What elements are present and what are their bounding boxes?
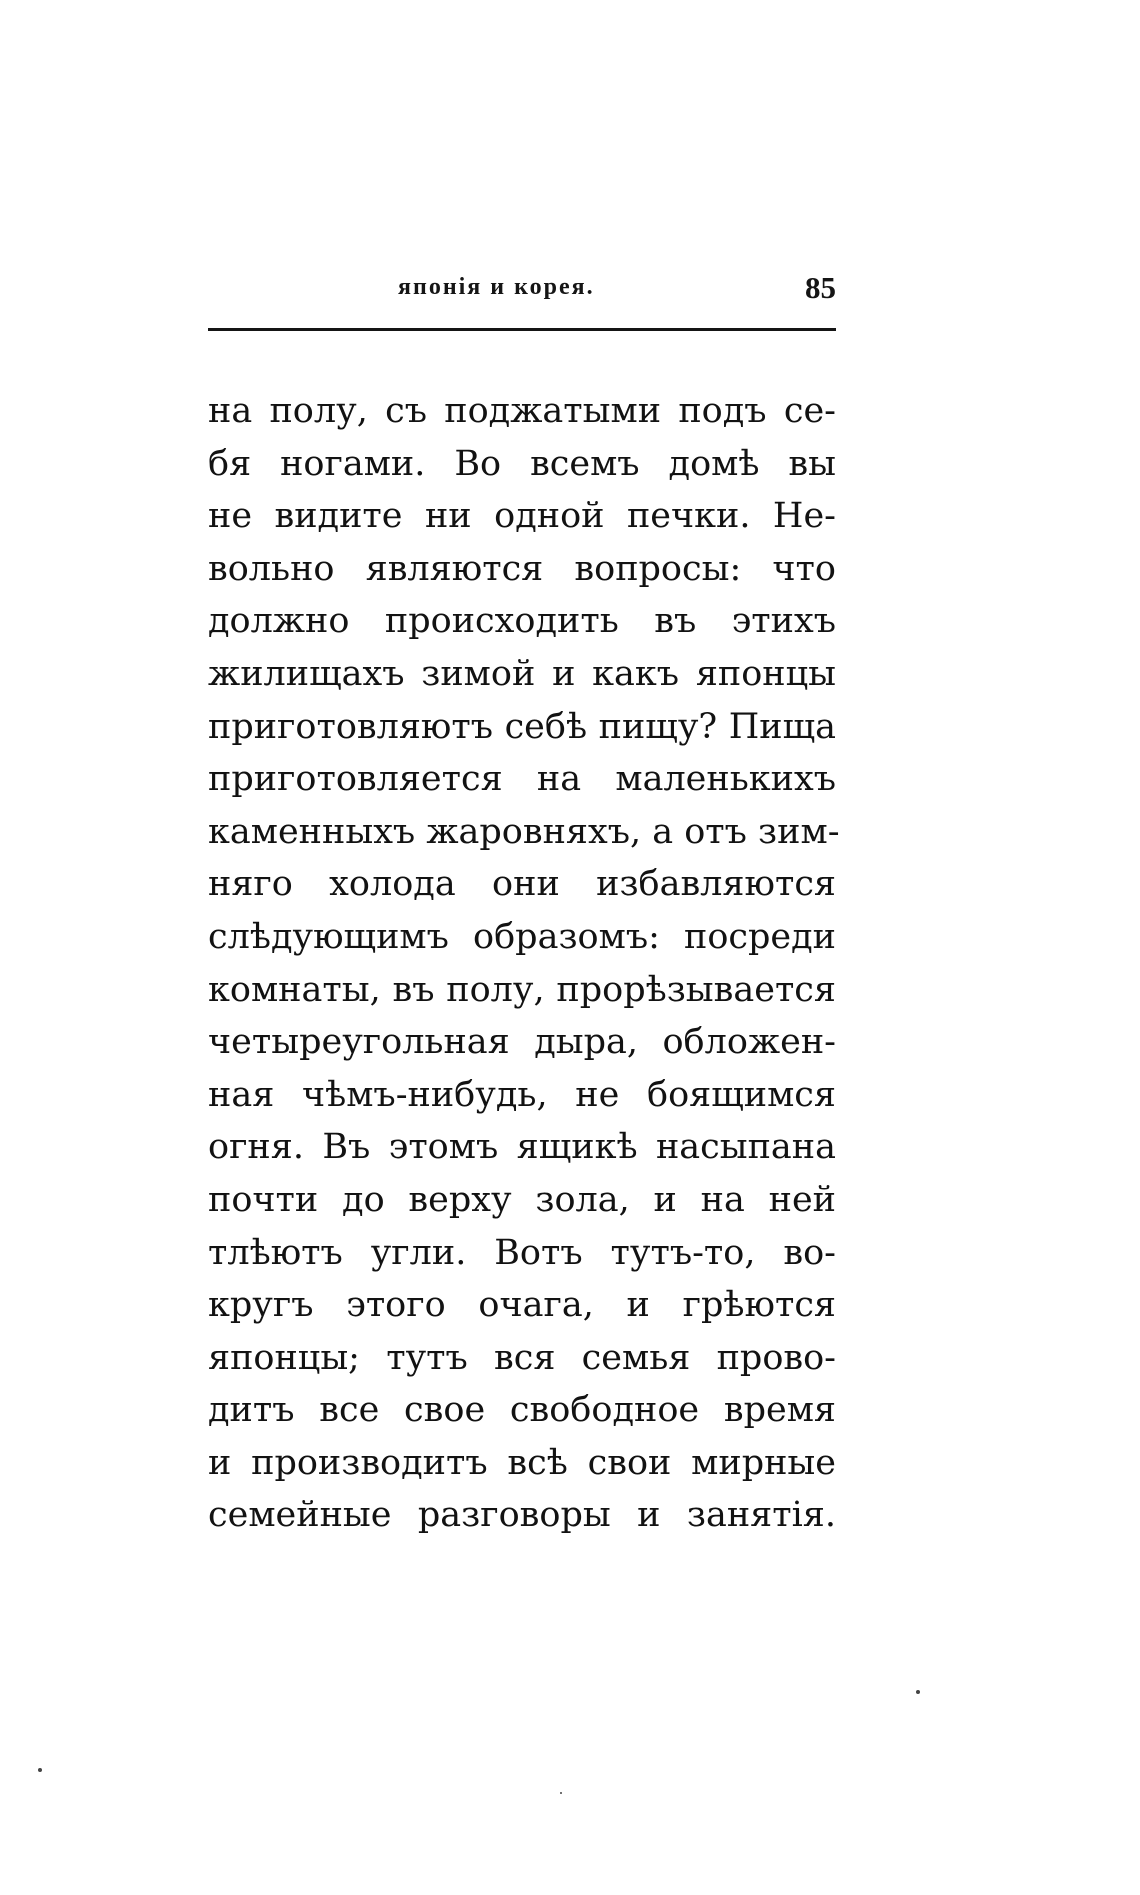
text-line-17: тлѣютъ угли. Вотъ тутъ-то, во-	[208, 1232, 836, 1273]
scan-speck	[560, 1792, 562, 1794]
running-head	[208, 268, 836, 312]
text-line-15: огня. Въ этомъ ящикѣ насыпана	[208, 1127, 836, 1168]
text-line-1: на полу, съ поджатыми подъ се-	[208, 391, 836, 431]
text-line-4: вольно являются вопросы: что	[208, 548, 836, 589]
scan-speck	[38, 1768, 42, 1772]
text-line-22: семейные разговоры и занятія.	[208, 1495, 836, 1536]
page-number: 85	[805, 270, 836, 305]
scan-speck	[916, 1690, 920, 1694]
running-title: японія и корея.	[398, 274, 595, 300]
text-line-7: приготовляютъ себѣ пищу? Пища	[208, 706, 836, 747]
text-line-5: должно происходить въ этихъ	[208, 601, 836, 642]
body-text	[208, 385, 840, 1542]
text-line-21: и производитъ всѣ свои мирные	[208, 1442, 836, 1483]
text-line-3: не видите ни одной печки. Не-	[208, 496, 836, 537]
text-line-14: ная чѣмъ-нибудь, не боящимся	[208, 1074, 836, 1115]
text-line-11: слѣдующимъ образомъ: посреди	[208, 916, 836, 957]
text-line-10: няго холода они избавляются	[208, 864, 836, 905]
text-line-18: кругъ этого очага, и грѣются	[208, 1285, 836, 1326]
header-rule	[208, 328, 836, 331]
text-line-6: жилищахъ зимой и какъ японцы	[208, 653, 836, 694]
text-line-19: японцы; тутъ вся семья прово-	[208, 1337, 836, 1378]
text-line-16: почти до верху зола, и на ней	[208, 1179, 836, 1220]
text-line-2: бя ногами. Во всемъ домѣ вы	[208, 443, 836, 484]
text-line-8: приготовляется на маленькихъ	[208, 759, 836, 800]
text-line-13: четыреугольная дыра, обложен-	[208, 1022, 836, 1063]
text-line-12: комнаты, въ полу, прорѣзывается	[208, 969, 836, 1010]
text-line-20: дитъ все свое свободное время	[208, 1390, 836, 1431]
text-line-9: каменныхъ жаровняхъ, а отъ зим-	[208, 811, 840, 852]
